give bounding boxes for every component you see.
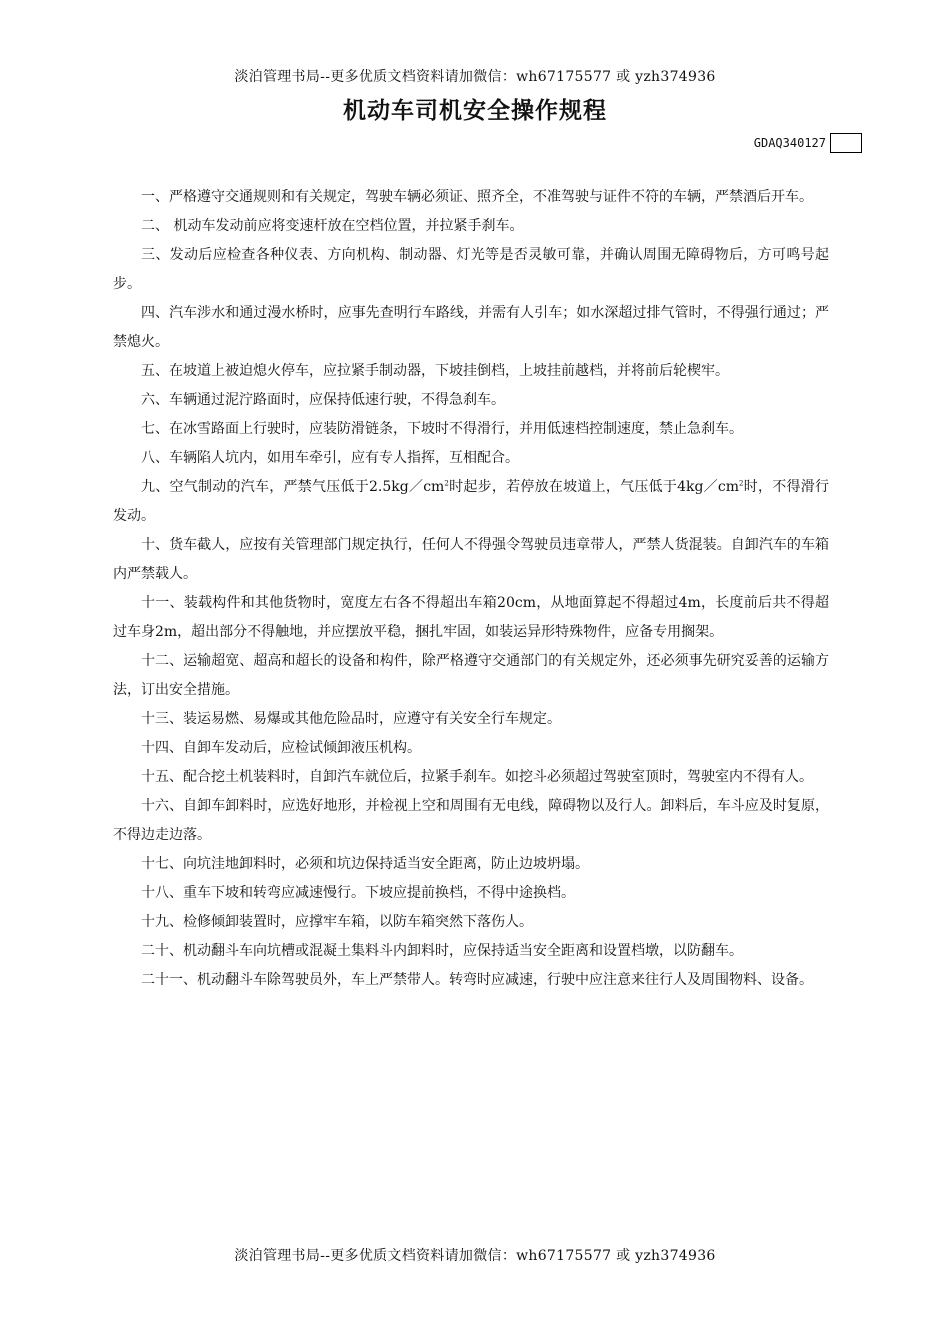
document-code-block	[700, 131, 862, 155]
paragraph-19: 十九、检修倾卸装置时，应撑牢车箱，以防车箱突然下落伤人。	[141, 914, 533, 930]
paragraph-9-part-1: 九、空气制动的汽车，严禁气压低于2.5kg／cm	[141, 479, 445, 495]
paragraph-14: 十四、自卸车发动后，应检试倾卸液压机构。	[141, 740, 421, 756]
paragraph-7: 七、在冰雪路面上行驶时，应装防滑链条，下坡时不得滑行，并用低速档控制速度，禁止急刹车。	[141, 421, 743, 437]
paragraph-13: 十三、装运易燃、易爆或其他危险品时，应遵守有关安全行车规定。	[141, 711, 561, 727]
superscript-squared: 2	[444, 479, 449, 488]
document-title: 机动车司机安全操作规程	[343, 98, 607, 124]
paragraph-9-part-3: 时，不得滑行发动。	[113, 479, 830, 524]
superscript-squared: 2	[739, 479, 744, 488]
paragraph-1: 一、严格遵守交通规则和有关规定，驾驶车辆必须证、照齐全，不准驾驶与证件不符的车辆，严禁酒后开车。	[141, 189, 813, 205]
paragraph-18: 十八、重车下坡和转弯应减速慢行。下坡应提前换档，不得中途换档。	[141, 885, 575, 901]
header-note: 淡泊管理书局--更多优质文档资料请加微信：wh67175577 或 yzh374936	[234, 69, 716, 85]
paragraph-20: 二十、机动翻斗车向坑槽或混凝土集料斗内卸料时，应保持适当安全距离和设置档墩，以防翻车。	[141, 943, 743, 959]
paragraph-9	[113, 473, 829, 531]
paragraph-9-part-2: 时起步，若停放在坡道上，气压低于4kg／cm	[448, 479, 740, 495]
paragraph-8: 八、车辆陷人坑内，如用车牵引，应有专人指挥，互相配合。	[141, 450, 519, 466]
paragraph-15: 十五、配合挖土机装料时，自卸汽车就位后，拉紧手刹车。如挖斗必须超过驾驶室顶时，驾驶室内不得有人。	[141, 769, 813, 785]
footer-note: 淡泊管理书局--更多优质文档资料请加微信：wh67175577 或 yzh374936	[234, 1248, 716, 1264]
paragraph-11: 十一、装载构件和其他货物时，宽度左右各不得超出车箱20cm，从地面算起不得超过4m，长度前后共不得超过车身2m，超出部分不得触地，并应摆放平稳，捆扎牢固，如装运异形特殊物件，应备专用搁架。	[113, 595, 829, 640]
paragraph-2: 二、 机动车发动前应将变速杆放在空档位置，并拉紧手刹车。	[141, 218, 524, 234]
paragraph-6: 六、车辆通过泥泞路面时，应保持低速行驶，不得急刹车。	[141, 392, 505, 408]
document-code: GDAQ340127	[753, 136, 826, 150]
regulation-body	[113, 183, 829, 995]
code-entry-box	[830, 133, 862, 153]
paragraph-17: 十七、向坑洼地卸料时，必须和坑边保持适当安全距离，防止边坡坍塌。	[141, 856, 589, 872]
paragraph-12: 十二、运输超宽、超高和超长的设备和构件，除严格遵守交通部门的有关规定外，还必须事先研究妥善的运输方法，订出安全措施。	[113, 653, 829, 698]
paragraph-21: 二十一、机动翻斗车除驾驶员外，车上严禁带人。转弯时应减速，行驶中应注意来往行人及周围物料、设备。	[141, 972, 813, 988]
paragraph-16: 十六、自卸车卸料时，应选好地形，并检视上空和周围有无电线，障碍物以及行人。卸料后，车斗应及时复原，不得边走边落。	[113, 798, 829, 843]
paragraph-4: 四、汽车涉水和通过漫水桥时，应事先查明行车路线，并需有人引车；如水深超过排气管时，不得强行通过；严禁熄火。	[113, 305, 829, 350]
paragraph-5: 五、在坡道上被迫熄火停车，应拉紧手制动器，下坡挂倒档，上坡挂前越档，并将前后轮楔牢。	[141, 363, 729, 379]
paragraph-10: 十、货车截人，应按有关管理部门规定执行，任何人不得强令驾驶员违章带人，严禁人货混装。自卸汽车的车箱内严禁载人。	[113, 537, 829, 582]
paragraph-3: 三、发动后应检查各种仪表、方向机构、制动器、灯光等是否灵敏可靠，并确认周围无障碍物后，方可鸣号起步。	[113, 247, 829, 292]
